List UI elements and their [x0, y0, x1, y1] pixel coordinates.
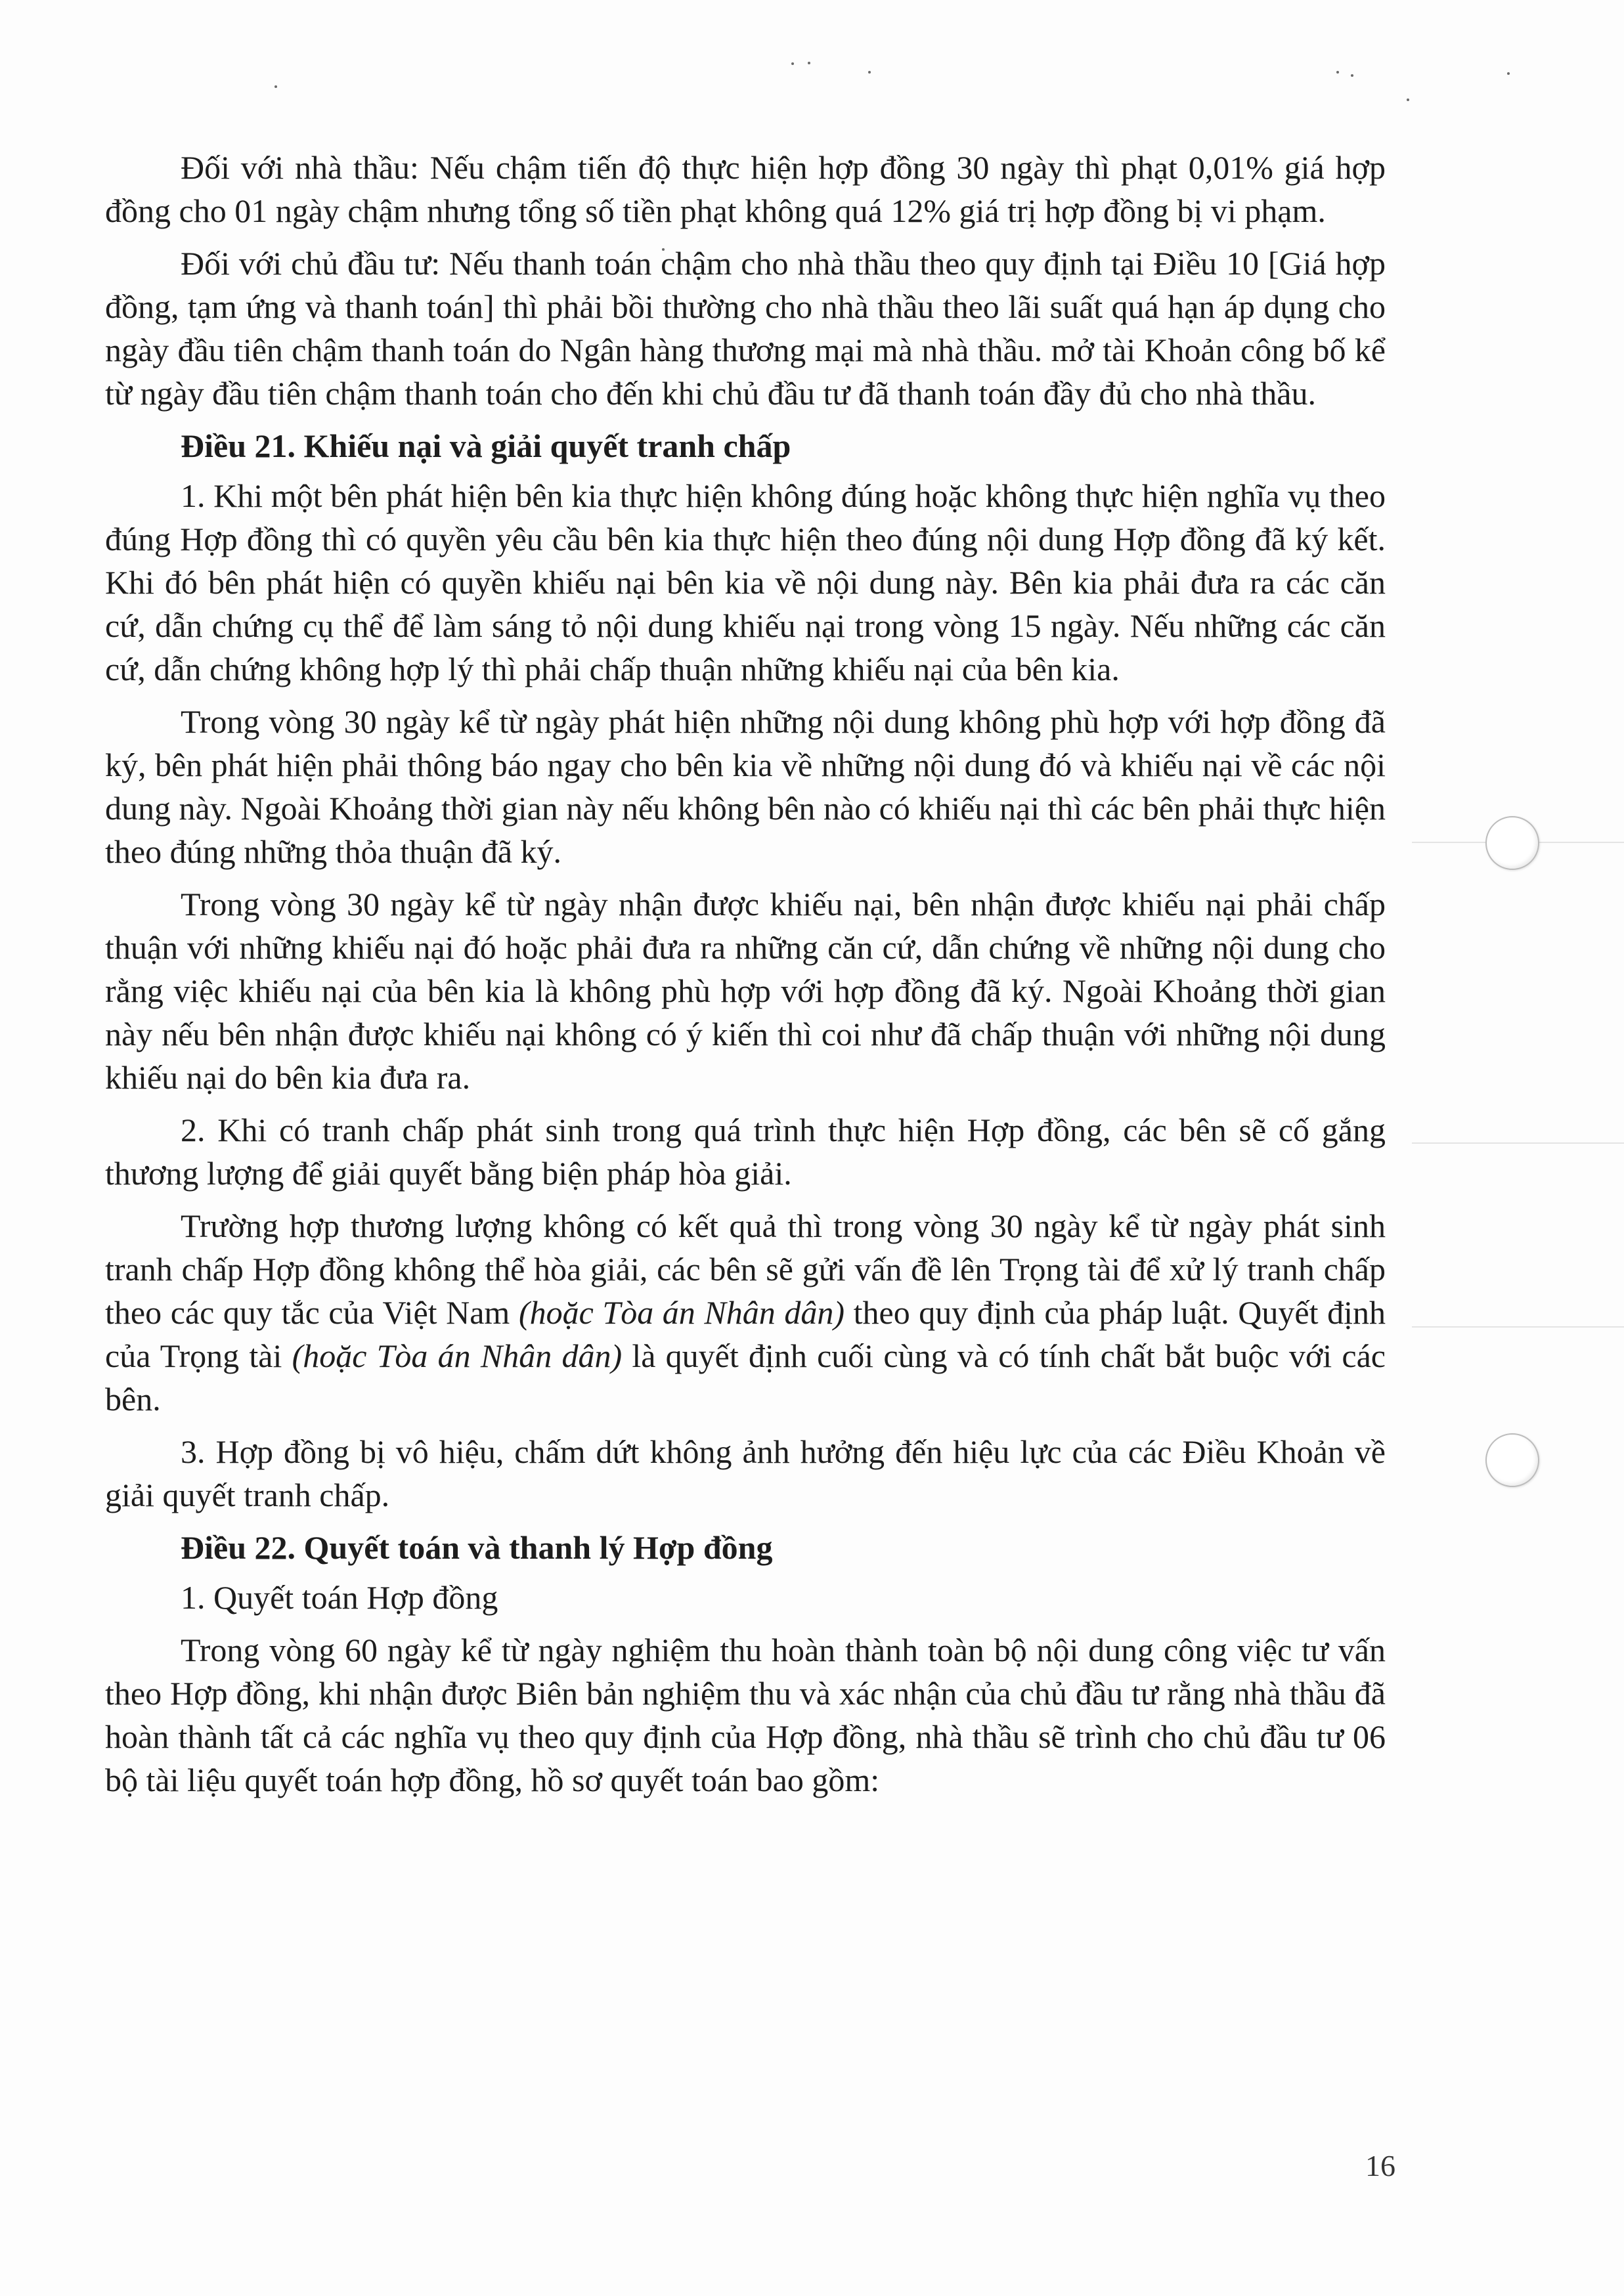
subheading-settlement: 1. Quyết toán Hợp đồng [181, 1579, 498, 1616]
scan-speck [1336, 71, 1339, 74]
arbitration-text-e: là quyết định cuối cùng và có tính chất bắt buộc với các bên. [105, 1337, 1386, 1418]
paragraph-contractor-penalty: Đối với nhà thầu: Nếu chậm tiến độ thực hiện hợp đồng 30 ngày thì phạt 0,01% giá hợp đồng cho 01 ngày chậm nhưng tổng số tiền phạt không quá 12% giá trị hợp đồng bị vi phạm. [105, 149, 1386, 229]
paragraph-complaint-30-days-detect: Trong vòng 30 ngày kể từ ngày phát hiện những nội dung không phù hợp với hợp đồng đã ký, bên phát hiện phải thông báo ngay cho bên kia về những nội dung đó và khiếu nại về các nội dung này. Ngoài Khoảng thời gian này nếu không bên nào có khiếu nại thì các bên phải thực hiện theo đúng những thỏa thuận đã ký. [105, 703, 1386, 870]
arbitration-text-c: theo quy định của pháp luật. Quyết định của Trọng tài [105, 1294, 1386, 1374]
arbitration-text-b: (hoặc Tòa án Nhân dân) [518, 1294, 845, 1331]
paragraph-complaint-30-days-receive: Trong vòng 30 ngày kể từ ngày nhận được khiếu nại, bên nhận được khiếu nại phải chấp thuận với những khiếu nại đó hoặc phải đưa ra những căn cứ, dẫn chứng về những nội dung cho rằng việc khiếu nại của bên kia là không phù hợp với hợp đồng đã ký. Ngoài Khoảng thời gian này nếu bên nhận được khiếu nại không có ý kiến thì coi như đã chấp thuận với những nội dung khiếu nại do bên kia đưa ra. [105, 886, 1386, 1096]
scan-fold-line [1412, 1326, 1624, 1328]
arbitration-text-d: (hoặc Tòa án Nhân dân) [292, 1337, 623, 1374]
page-number: 16 [1365, 2149, 1395, 2182]
article-21-heading: Điều 21. Khiếu nại và giải quyết tranh chấp [181, 427, 791, 464]
article-22-heading: Điều 22. Quyết toán và thanh lý Hợp đồng [181, 1529, 773, 1566]
scan-speck [274, 85, 277, 88]
paragraph-settlement-docs: Trong vòng 60 ngày kể từ ngày nghiệm thu hoàn thành toàn bộ nội dung công việc tư vấn theo Hợp đồng, khi nhận được Biên bản nghiệm thu và xác nhận của chủ đầu tư rằng nhà thầu đã hoàn thành tất cả các nghĩa vụ theo quy định của Hợp đồng, nhà thầu sẽ trình cho chủ đầu tư 06 bộ tài liệu quyết toán hợp đồng, hồ sơ quyết toán bao gồm: [105, 1632, 1386, 1798]
scan-speck [791, 62, 794, 65]
punch-hole [1485, 1433, 1539, 1487]
scan-speck [1351, 74, 1353, 77]
scan-speck [868, 71, 871, 74]
document-body [105, 146, 1386, 1811]
paragraph-complaint-1: 1. Khi một bên phát hiện bên kia thực hiện không đúng hoặc không thực hiện nghĩa vụ theo đúng Hợp đồng thì có quyền yêu cầu bên kia thực hiện theo đúng nội dung Hợp đồng đã ký kết. Khi đó bên phát hiện có quyền khiếu nại bên kia về nội dung này. Bên kia phải đưa ra các căn cứ, dẫn chứng cụ thể để làm sáng tỏ nội dung khiếu nại trong vòng 15 ngày. Nếu những các căn cứ, dẫn chứng không hợp lý thì phải chấp thuận những khiếu nại của bên kia. [105, 477, 1386, 687]
scan-speck [808, 62, 810, 64]
paragraph-dispute-negotiation: 2. Khi có tranh chấp phát sinh trong quá trình thực hiện Hợp đồng, các bên sẽ cố gắng thương lượng để giải quyết bằng biện pháp hòa giải. [105, 1112, 1386, 1192]
paragraph-invalid-contract: 3. Hợp đồng bị vô hiệu, chấm dứt không ảnh hưởng đến hiệu lực của các Điều Khoản về giải quyết tranh chấp. [105, 1433, 1386, 1513]
arbitration-text-a: Trường hợp thương lượng không có kết quả thì trong vòng 30 ngày kể từ ngày phát sinh tranh chấp Hợp đồng không thể hòa giải, các bên sẽ gửi vấn đề lên Trọng tài để xử lý tranh chấp theo các quy tắc của Việt Nam [105, 1207, 1386, 1331]
scan-speck [1407, 98, 1409, 101]
scan-speck [1507, 72, 1510, 75]
scan-fold-line [1412, 1142, 1624, 1144]
paragraph-owner-late-payment: Đối với chủ đầu tư: Nếu thanh toán chậm cho nhà thầu theo quy định tại Điều 10 [Giá hợp đồng, tạm ứng và thanh toán] thì phải bồi thường cho nhà thầu theo lãi suất quá hạn áp dụng cho ngày đầu tiên chậm thanh toán do Ngân hàng thương mại mà nhà thầu. mở tài Khoản công bố kể từ ngày đầu tiên chậm thanh toán cho đến khi chủ đầu tư đã thanh toán đầy đủ cho nhà thầu. [105, 245, 1386, 412]
paragraph-arbitration [105, 1204, 1386, 1421]
punch-hole [1485, 816, 1539, 870]
